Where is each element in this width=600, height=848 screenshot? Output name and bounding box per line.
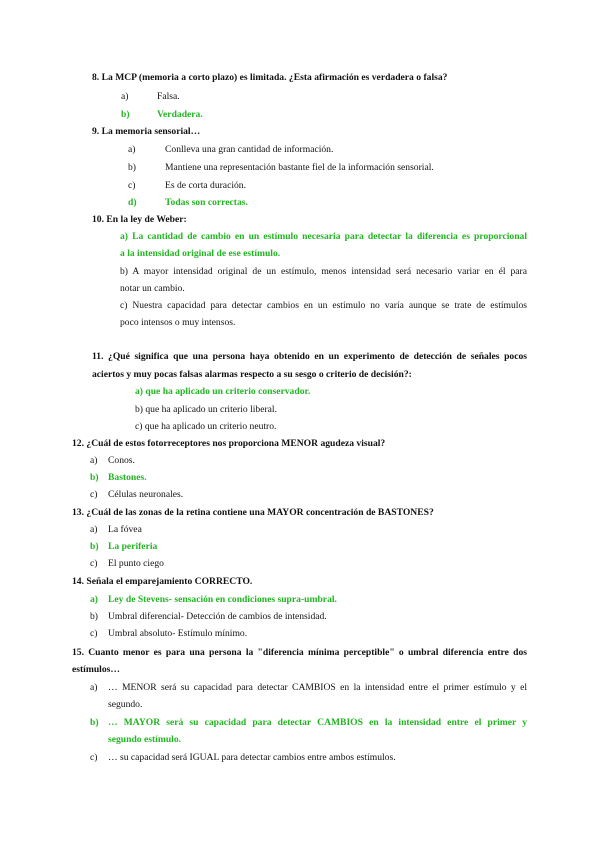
q12-option-a-label: a) <box>90 455 98 466</box>
q8-option-b-label: b) <box>121 109 130 120</box>
q15-option-c-label: c) <box>90 752 98 763</box>
q15-option-b-label: b) <box>90 717 99 728</box>
q15-question-line1: 15. Cuanto menor es para una persona la "diferencia mínima perceptible" o umbral diferencia entre dos <box>72 647 527 658</box>
q13-option-a-label: a) <box>90 524 98 535</box>
q13-option-c-label: c) <box>90 558 98 569</box>
q10-option-c-line2: poco intensos o muy intensos. <box>120 317 236 328</box>
q11-option-a: a) que ha aplicado un criterio conservador. <box>135 386 311 397</box>
q11-option-c: c) que ha aplicado un criterio neutro. <box>135 421 277 432</box>
q15-option-a-line2: segundo. <box>108 699 143 710</box>
q15-question-line2: estímulos… <box>72 664 120 675</box>
q14-option-a-label: a) <box>90 594 98 605</box>
q13-option-b-label: b) <box>90 541 99 552</box>
q9-option-d-label: d) <box>128 197 137 208</box>
q9-option-d: Todas son correctas. <box>165 197 248 208</box>
q9-option-c: Es de corta duración. <box>165 180 246 191</box>
q15-option-b-line2: segundo estímulo. <box>108 734 182 745</box>
q12-question: 12. ¿Cuál de estos fotorreceptores nos proporciona MENOR agudeza visual? <box>72 438 386 449</box>
q12-option-a: Conos. <box>108 455 135 466</box>
q10-option-b-line1: b) A mayor intensidad original de un estímulo, menos intensidad será necesario variar en él para <box>120 266 527 277</box>
q10-option-a-line2: a la intensidad original de ese estímulo. <box>120 248 281 259</box>
q9-option-b: Mantiene una representación bastante fiel de la información sensorial. <box>165 162 434 173</box>
q10-option-b-line2: notar un cambio. <box>120 283 185 294</box>
q14-question: 14. Señala el emparejamiento CORRECTO. <box>72 576 253 587</box>
q10-option-a-line1: a) La cantidad de cambio en un estímulo necesaria para detectar la diferencia es proporcional <box>120 231 527 242</box>
q10-option-c-line1: c) Nuestra capacidad para detectar cambios en un estímulo no varía aunque se trate de estímulos <box>120 300 527 311</box>
q12-option-c: Células neuronales. <box>108 489 184 500</box>
q13-option-b: La periferia <box>108 541 158 552</box>
q8-option-a-label: a) <box>121 91 129 102</box>
q15-option-a-line1: … MENOR será su capacidad para detectar CAMBIOS en la intensidad entre el primer estímulo y el <box>108 682 527 693</box>
q14-option-b: Umbral diferencial- Detección de cambios de intensidad. <box>108 611 327 622</box>
q8-question: 8. La MCP (memoria a corto plazo) es limitada. ¿Esta afirmación es verdadera o falsa? <box>92 72 448 83</box>
q14-option-c-label: c) <box>90 628 98 639</box>
q12-option-b-label: b) <box>90 472 99 483</box>
q9-option-a: Conlleva una gran cantidad de información. <box>165 144 334 155</box>
q8-option-b: Verdadera. <box>157 109 203 120</box>
q14-option-b-label: b) <box>90 611 98 622</box>
q9-option-b-label: b) <box>128 162 136 173</box>
q9-option-a-label: a) <box>128 144 136 155</box>
q9-option-c-label: c) <box>128 180 136 191</box>
q13-option-c: El punto ciego <box>108 558 164 569</box>
q9-question: 9. La memoria sensorial… <box>92 126 201 137</box>
q15-option-b-line1: … MAYOR será su capacidad para detectar CAMBIOS en la intensidad entre el primer y <box>108 717 527 728</box>
q14-option-c: Umbral absoluto- Estímulo mínimo. <box>108 628 248 639</box>
q12-option-b: Bastones. <box>108 472 147 483</box>
q13-question: 13. ¿Cuál de las zonas de la retina contiene una MAYOR concentración de BASTONES? <box>72 507 434 518</box>
q11-question-line2: aciertos y muy pocas falsas alarmas respecto a su sesgo o criterio de decisión?: <box>92 369 412 380</box>
q15-option-a-label: a) <box>90 682 98 693</box>
q12-option-c-label: c) <box>90 489 98 500</box>
q15-option-c: … su capacidad será IGUAL para detectar cambios entre ambos estímulos. <box>108 752 396 763</box>
q11-option-b: b) que ha aplicado un criterio liberal. <box>135 404 277 415</box>
q10-question: 10. En la ley de Weber: <box>92 214 187 225</box>
q14-option-a: Ley de Stevens- sensación en condiciones supra-umbral. <box>108 594 337 605</box>
q11-question-line1: 11. ¿Qué significa que una persona haya obtenido en un experimento de detección de señales pocos <box>92 351 527 362</box>
q13-option-a: La fóvea <box>108 524 142 535</box>
q8-option-a: Falsa. <box>157 91 180 102</box>
